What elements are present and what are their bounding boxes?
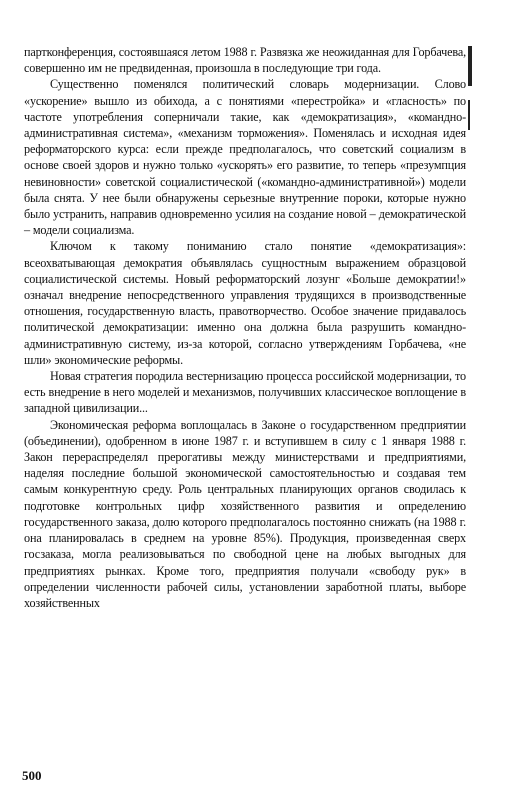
scan-edge-mark bbox=[468, 46, 472, 86]
page-number: 500 bbox=[22, 768, 42, 783]
paragraph-3: Ключом к такому пониманию стало понятие «демократизация»: всеохватывающая демократия объявлялась сущностным выражением образцовой социалистической системы. Новый реформаторский лозунг «Больше демократии!» означал внедрение непосредственного управления трудящихся в производственные отношения, государственную власть, правотворчество. Особое значение придавалось политической демократизации: именно она должна была разрушить командно-административную систему, из-за которой, согласно утверждениям Горбачева, «не шли» экономические реформы. bbox=[24, 239, 466, 367]
paragraph-2: Существенно поменялся политический словарь модернизации. Слово «ускорение» вышло из обихода, а с понятиями «перестройка» и «гласность» по частоте употребления соперничали такие, как «демократизация», «командно-административная система», «механизм торможения». Поменялась и исходная идея реформаторского курса: если прежде предполагалось, что советский социализм в основе своей здоров и нужно только «ускорять» его развитие, то теперь «презумпция невиновности» советской социалистической («командно-административной») модели была снята. У нее были обнаружены серьезные внутренние пороки, которые нужно было устранить, направив одновременно усилия на создание новой – демократической – модели социализма. bbox=[24, 77, 466, 238]
paragraph-4: Новая стратегия породила вестернизацию процесса российской модернизации, то есть внедрение в него моделей и механизмов, получивших классическое воплощение в западной цивилизации... bbox=[24, 369, 466, 416]
paragraph-1: партконференция, состоявшаяся летом 1988 г. Развязка же неожиданная для Горбачева, совершенно им не предвиденная, произошла в последующие три года. bbox=[24, 45, 466, 76]
scan-edge-mark bbox=[468, 100, 470, 130]
paragraph-5: Экономическая реформа воплощалась в Законе о государственном предприятии (объединении), одобренном в июне 1987 г. и вступившем в силу с 1 января 1988 г. Закон перераспределял прерогативы между министерствами и предприятиями, наделяя последние большой экономической самостоятельностью и создавая тем самым конкурентную среду. Роль центральных планирующих органов сводилась к подготовке контрольных цифр хозяйственного развития и определению государственного заказа, долю которого предполагалось постоянно снижать (на 1988 г. она планировалась в среднем на уровне 85%). Продукция, произведенная сверх госзаказа, могла реализовываться по свободной цене на любых выгодных для предприятиях рынках. Кроме того, предприятия получали «свободу рук» в определении численности рабочей силы, установлении заработной платы, выборе хозяйственных bbox=[24, 417, 466, 610]
body-text bbox=[24, 44, 466, 611]
